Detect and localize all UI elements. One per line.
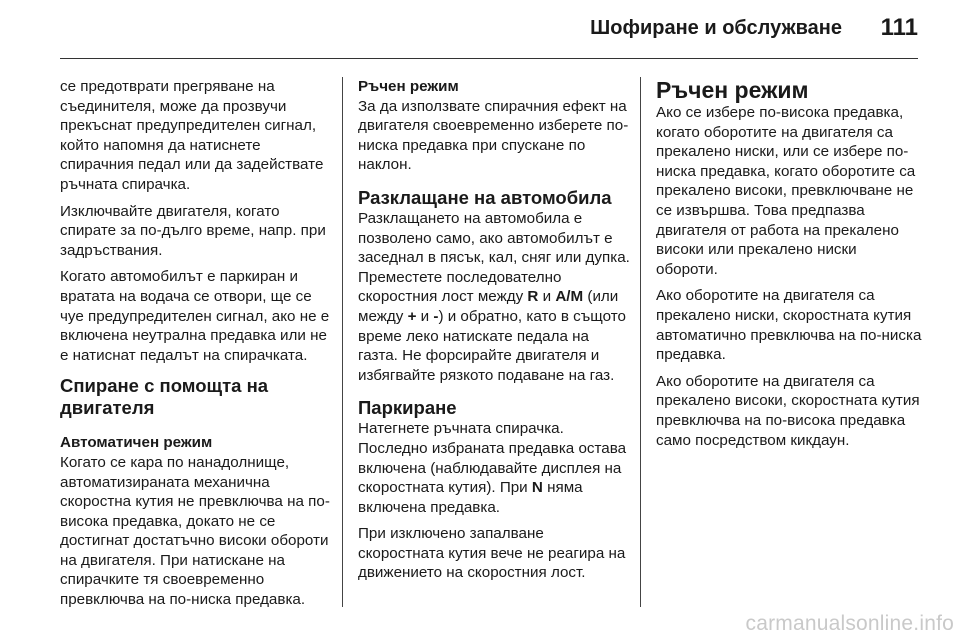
column-divider-2 [640,77,641,607]
paragraph: Ако оборотите на двигателя са прекалено високи, скоростната кутия превключва на по-висока предавка само посредством кикдаун. [656,372,920,449]
text-column-1 [60,77,332,617]
section-heading-rocking: Разклащане на автомобила [358,186,612,208]
text-run: и [538,288,556,306]
paragraph: При изключено запалване скоростната кутия вече не реагира на движението на скоростния лост. [358,525,626,582]
text-column-2 [358,77,630,590]
paragraph: За да използвате спирачния ефект на двигателя своевременно изберете по-ниска предавка при спускане по наклон. [358,97,629,174]
text-run: няма включена предавка. [358,479,583,516]
column-divider-1 [342,77,343,607]
gear-key-r: R [527,288,539,306]
gear-key-minus: - [433,307,439,325]
page-number: 111 [880,14,918,41]
gear-key-plus: + [407,307,417,325]
paragraph: Когато се кара по нанадолнище, автоматизираната механична скоростна кутия не превключва на по-висока предавка, докато не се достигнат достатъчно високи обороти на двигателя. При натискане на спирачките тя своевременно превключва на по-ниска предавка. [60,453,330,609]
paragraph: Ако оборотите на двигателя са прекалено ниски, скоростната кутия автоматично превключва на по-ниска предавка. [656,287,922,364]
page-header [0,0,960,62]
section-heading-manual-mode: Ръчен режим [656,77,809,103]
paragraph: Ако се избере по-висока предавка, когато оборотите на двигателя са прекалено ниски, или се избере по-ниска предавка, когато оборотите са прекалено високи, превключване не се извършва. Това предпазва двигателя от работа на прекалено високи или прекалено ниски обороти. [656,104,916,278]
section-heading-parking: Паркиране [358,397,457,419]
text-run: Разклащането на автомобила е позволено само, ако автомобилът е заседнал в пясък, кал, сняг или дупка. Преместете последователно скоростния лост между [358,209,630,306]
gear-key-n: N [531,479,543,497]
paragraph: Когато автомобилът е паркиран и вратата на водача се отвори, ще се чуе предупредителен сигнал, ако не е включена неутрална предавка или не е натиснат педалът на спирачката. [60,268,330,364]
text-run: и [416,307,434,325]
subheading-automatic-mode: Автоматичен режим [60,434,213,452]
text-column-3 [656,77,922,457]
header-divider [60,58,918,59]
paragraph: Изключвайте двигателя, когато спирате за по-дълго време, напр. при задръствания. [60,202,326,259]
section-heading-engine-braking: Спиране с помощта на двигателя [60,375,269,419]
watermark-text: carmanualsonline.info [745,612,954,635]
text-run: ) и обратно, като в същото време леко натискате педала на газта. Не форсирайте двигателя и избягвайте рязкото подаване на газ. [358,307,626,384]
paragraph: се предотврати прегряване на съединителя, може да прозвучи прекъснат предупредителен сигнал, който напомня да натиснете спирачния педал или да задействате ръчната спирачка. [60,78,324,193]
paragraph-parking [358,419,630,517]
text-run: Натегнете ръчната спирачка. Последно избраната предавка остава включена (наблюдавайте дисплея на скоростната кутия). При [358,420,627,497]
paragraph-rocking [358,209,630,385]
running-title: Шофиране и обслужване [590,17,842,39]
subheading-manual-mode: Ръчен режим [358,78,459,95]
text-run: (или между [358,288,619,325]
gear-key-am: A/M [555,288,584,306]
